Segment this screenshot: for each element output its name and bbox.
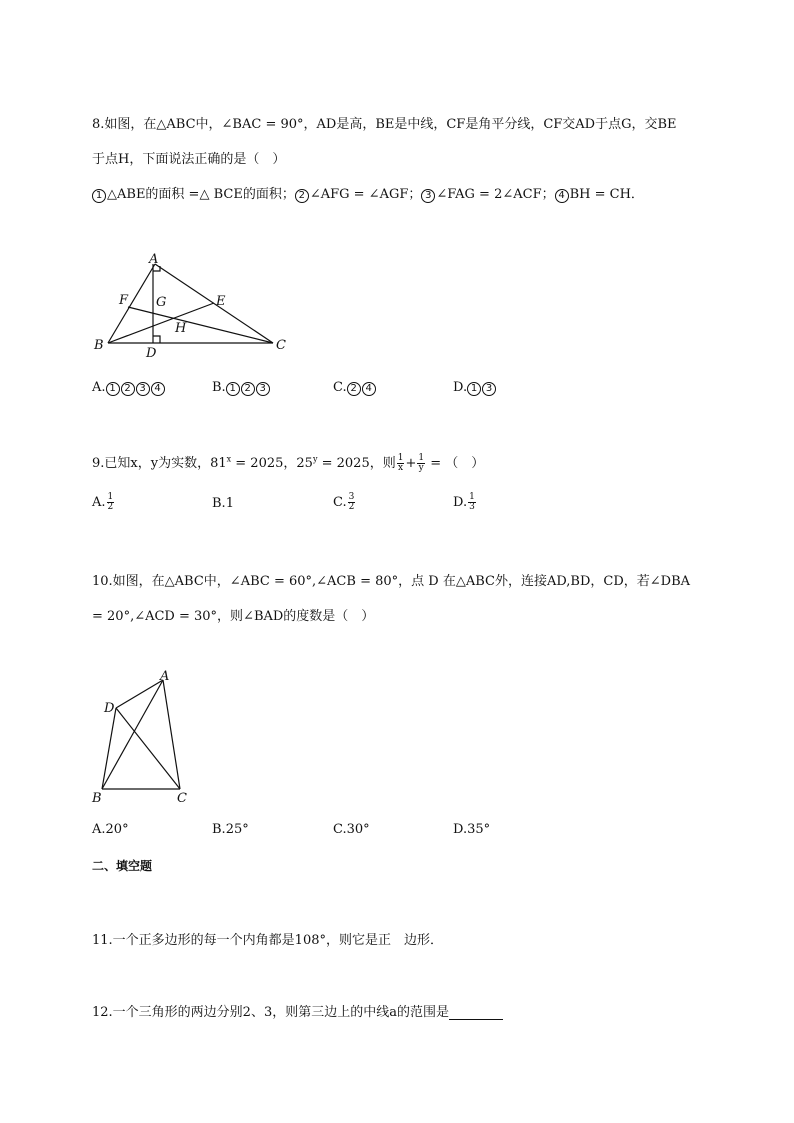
- q11-text: 11.一个正多边形的每一个内角都是108°，则它是正 边形．: [92, 933, 443, 948]
- mark-4: 4: [151, 382, 165, 396]
- label-c: C: [276, 338, 286, 353]
- q10-option-d[interactable]: D.35°: [453, 822, 491, 837]
- mark-1: 1: [467, 382, 481, 396]
- statement-1-mark: 1: [92, 189, 106, 203]
- statement-2-mark: 2: [295, 189, 309, 203]
- q10-stem-line1: 10.如图，在△ABC中，∠ABC = 60°,∠ACB = 80°，点 D 在△ABC外，连接AD,BD，CD，若∠DBA: [92, 574, 691, 589]
- label-a: A: [149, 252, 159, 267]
- label-b: B: [92, 791, 102, 806]
- mark-3: 3: [256, 382, 270, 396]
- q10-option-c[interactable]: C.30°: [333, 822, 370, 837]
- q12-text: 12.一个三角形的两边分别2、3，则第三边上的中线a的范围是: [92, 1001, 503, 1020]
- mark-4: 4: [362, 382, 376, 396]
- segment-dc: [116, 708, 180, 789]
- q8-statements: [92, 183, 644, 203]
- section-heading: 二、填空题: [92, 859, 153, 873]
- q8-stem-line1: 8.如图，在△ABC中，∠BAC = 90°，AD是高，BE是中线，CF是角平分线，CF交AD于点G，交BE: [92, 117, 677, 132]
- q10-stem-line2: = 20°,∠ACD = 30°，则∠BAD的度数是（ ）: [92, 609, 375, 624]
- label-a: A: [160, 669, 170, 684]
- label-c: C: [177, 791, 187, 806]
- label-b: B: [94, 338, 104, 353]
- label-g: G: [156, 295, 167, 310]
- q9-option-b[interactable]: B.1: [212, 496, 234, 511]
- fraction-1-over-x: $\frac{1}{x}$: [397, 453, 404, 473]
- q8-option-a[interactable]: A. 1 2 3 4: [92, 380, 166, 396]
- right-angle-mark-d: [153, 336, 160, 343]
- q8-option-b[interactable]: B. 1 2 3: [212, 380, 271, 396]
- segment-ab: [108, 264, 155, 343]
- mark-1: 1: [226, 382, 240, 396]
- q8-option-d[interactable]: D. 1 3: [453, 380, 497, 396]
- label-d: D: [146, 346, 157, 360]
- statement-3-mark: 3: [421, 189, 435, 203]
- q10-option-b[interactable]: B.25°: [212, 822, 249, 837]
- mark-3: 3: [136, 382, 150, 396]
- statement-4: BH = CH．: [569, 187, 644, 202]
- mark-3: 3: [482, 382, 496, 396]
- mark-2: 2: [241, 382, 255, 396]
- q9-option-d[interactable]: D. $\frac{1}{3}$: [453, 492, 475, 512]
- statement-1: △ABE的面积 =△ BCE的面积；: [107, 187, 295, 202]
- mark-1: 1: [106, 382, 120, 396]
- mark-2: 2: [347, 382, 361, 396]
- q9-option-c[interactable]: C. $\frac{3}{2}$: [333, 492, 355, 512]
- label-e: E: [216, 294, 226, 309]
- segment-da: [116, 680, 163, 708]
- statement-3: ∠FAG = 2∠ACF；: [436, 187, 555, 202]
- q10-triangle-figure: [90, 668, 200, 808]
- bisector-cf: [128, 307, 273, 343]
- fraction-1-over-y: $\frac{1}{y}$: [418, 453, 425, 473]
- answer-blank[interactable]: [449, 1007, 503, 1020]
- q8-option-c[interactable]: C. 2 4: [333, 380, 377, 396]
- label-f: F: [119, 293, 129, 308]
- statement-2: ∠AFG = ∠AGF；: [309, 187, 422, 202]
- q9-stem: 9.已知x，y为实数，$81^x = 2025$，$25^y = 2025$，则 $\frac{1}{x}$ + $\frac{1}{y}$ = （ ）: [92, 453, 485, 473]
- q8-triangle-figure: [90, 250, 300, 360]
- label-d: D: [104, 701, 115, 716]
- mark-2: 2: [121, 382, 135, 396]
- segment-ac: [163, 680, 180, 789]
- q10-option-a[interactable]: A.20°: [92, 822, 129, 837]
- q8-stem-line2: 于点H，下面说法正确的是（ ）: [92, 152, 286, 167]
- statement-4-mark: 4: [555, 189, 569, 203]
- label-h: H: [175, 321, 187, 336]
- q9-option-a[interactable]: A. $\frac{1}{2}$: [92, 492, 114, 512]
